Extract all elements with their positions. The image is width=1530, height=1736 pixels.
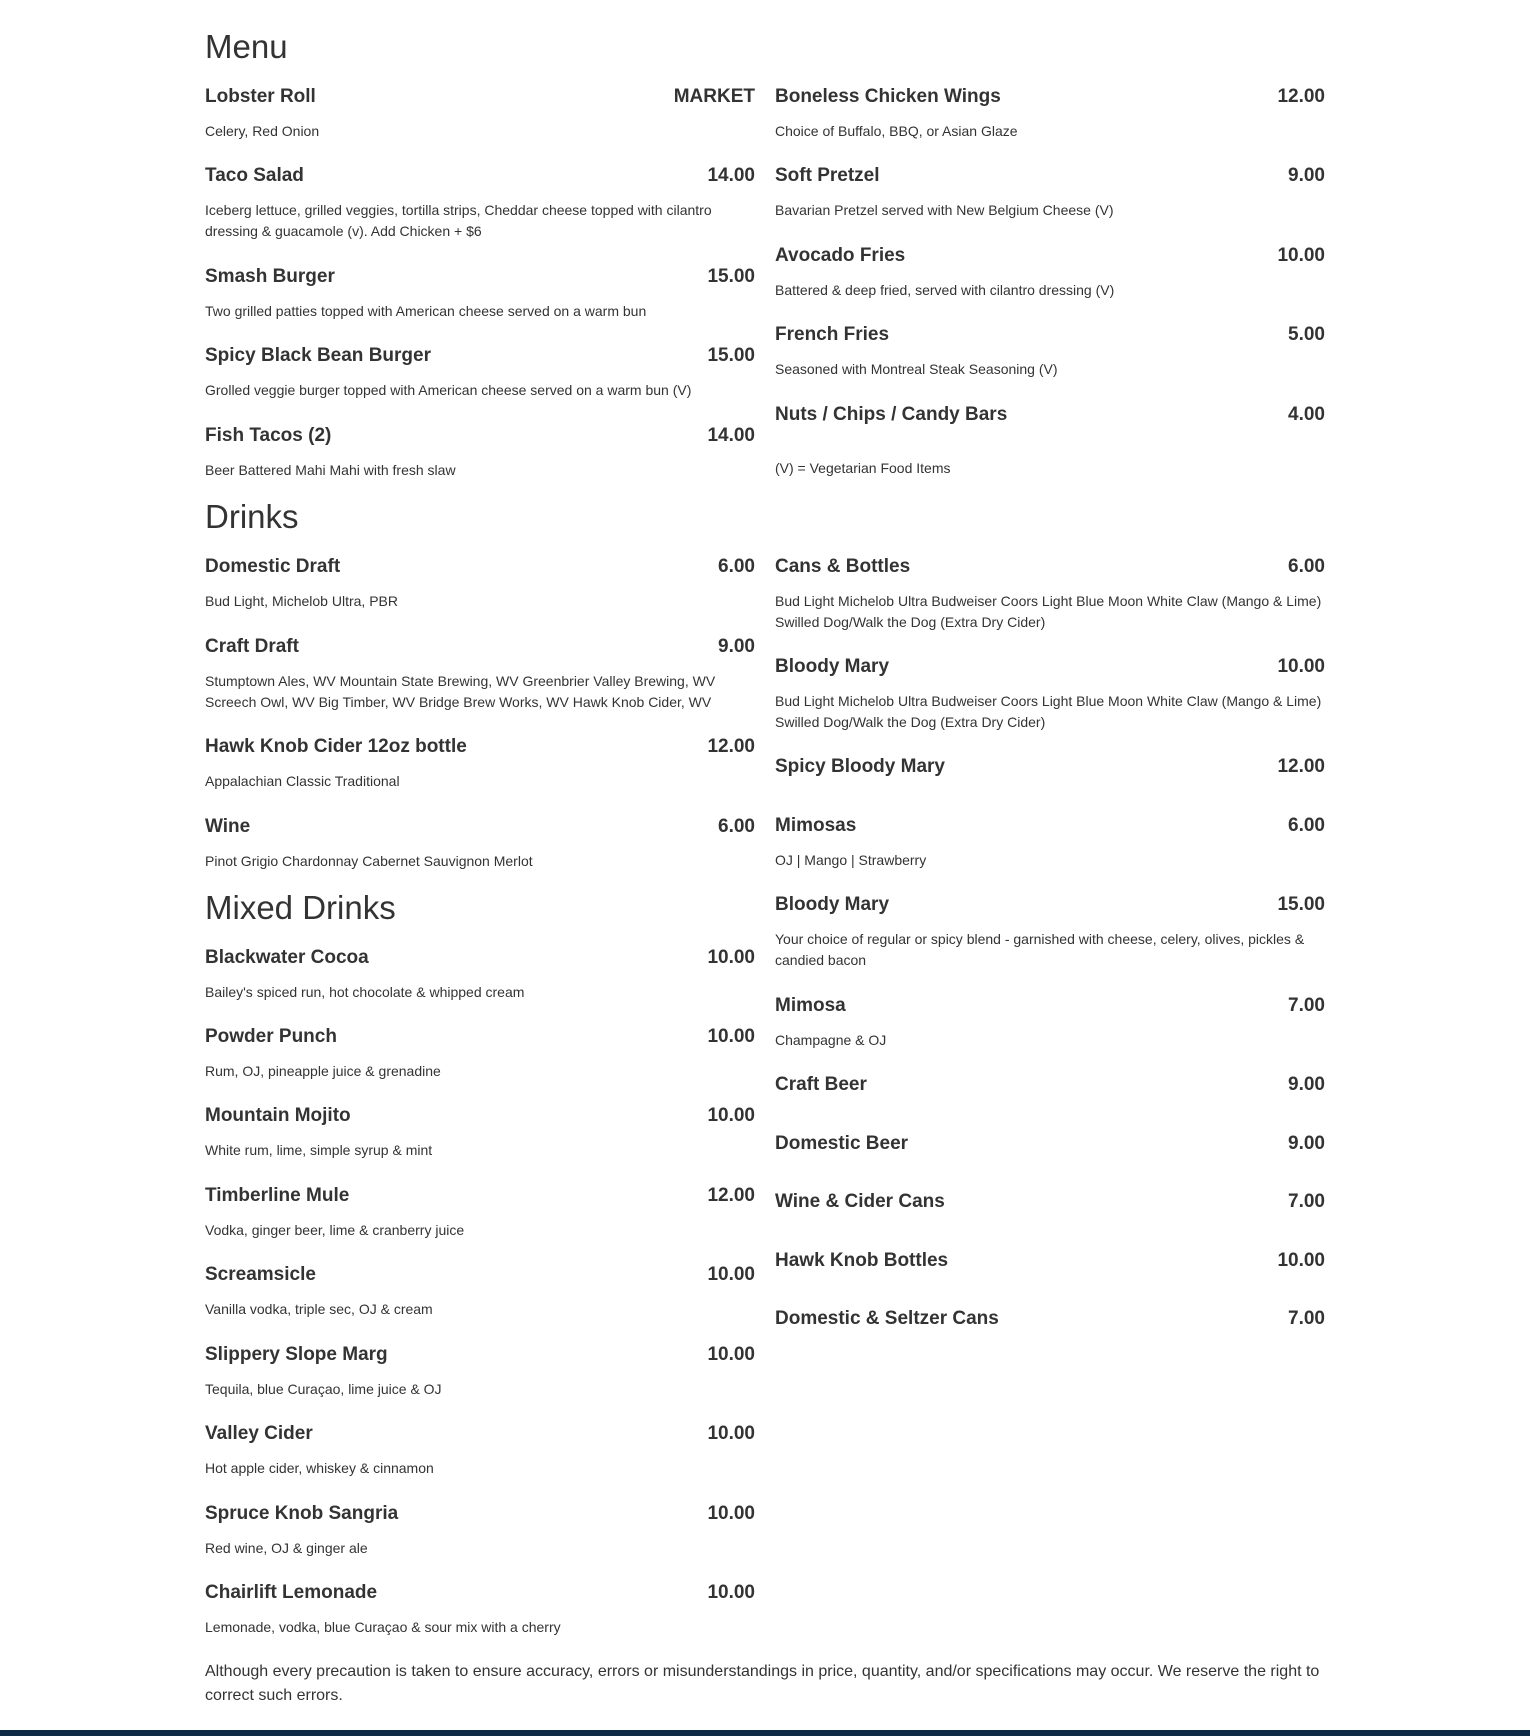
- item-name: Smash Burger: [205, 266, 335, 287]
- item-description: Celery, Red Onion: [205, 123, 320, 139]
- mixed-drink-item: [205, 1026, 755, 1082]
- item-price: 12.00: [707, 736, 755, 757]
- item-description: Lemonade, vodka, blue Curaçao & sour mix with a cherry: [205, 1619, 561, 1635]
- item-price: MARKET: [673, 86, 755, 107]
- item-description: Grolled veggie burger topped with American cheese served on a warm bun (V): [205, 382, 692, 398]
- item-price: 15.00: [1277, 894, 1325, 915]
- item-description: Battered & deep fried, served with cilantro dressing (V): [775, 282, 1115, 298]
- mixed-drink-item: [205, 1185, 755, 1241]
- item-name: French Fries: [775, 324, 890, 345]
- item-price: 9.00: [1288, 1074, 1325, 1095]
- section-title-drinks: Drinks: [205, 498, 299, 535]
- drink-item: [775, 756, 1325, 778]
- item-price: 12.00: [707, 1185, 755, 1206]
- item-price: 7.00: [1288, 1308, 1325, 1329]
- item-description: Your choice of regular or spicy blend - garnished with cheese, celery, olives, pickles & candied bacon: [775, 931, 1305, 968]
- item-name: Hawk Knob Cider 12oz bottle: [205, 736, 467, 757]
- vegetarian-note: (V) = Vegetarian Food Items: [775, 460, 951, 476]
- item-name: Blackwater Cocoa: [205, 947, 369, 968]
- item-price: 14.00: [707, 165, 755, 186]
- item-price: 10.00: [707, 1582, 755, 1603]
- drink-item: [775, 1308, 1325, 1330]
- item-description: Bavarian Pretzel served with New Belgium Cheese (V): [775, 202, 1114, 218]
- mixed-drink-item: [205, 1344, 755, 1400]
- item-description: Red wine, OJ & ginger ale: [205, 1540, 368, 1556]
- item-price: 12.00: [1277, 86, 1325, 107]
- item-name: Domestic Beer: [775, 1133, 909, 1154]
- item-price: 10.00: [707, 947, 755, 968]
- item-name: Taco Salad: [205, 165, 304, 186]
- item-name: Fish Tacos (2): [205, 425, 332, 446]
- item-description: Pinot Grigio Chardonnay Cabernet Sauvignon Merlot: [205, 853, 533, 869]
- item-name: Spicy Black Bean Burger: [205, 345, 431, 366]
- mixed-drink-item: [205, 1503, 755, 1559]
- item-description: Champagne & OJ: [775, 1032, 887, 1048]
- mixed-drink-item: [205, 1264, 755, 1320]
- item-description: Stumptown Ales, WV Mountain State Brewing, WV Greenbrier Valley Brewing, WV Screech Owl, WV Big Timber, WV Bridge Brew Works, WV Hawk Knob Cider, WV: [205, 673, 716, 710]
- section-title-mixed-drinks: Mixed Drinks: [205, 889, 396, 926]
- menu-item: [205, 425, 755, 481]
- menu-item: [205, 86, 755, 142]
- drink-item: [775, 995, 1325, 1051]
- mixed-drink-item: [205, 947, 755, 1003]
- item-description: Iceberg lettuce, grilled veggies, tortilla strips, Cheddar cheese topped with cilantro dressing & guacamole (v). Add Chicken + $6: [205, 202, 712, 239]
- item-name: Mountain Mojito: [205, 1105, 351, 1126]
- item-price: 14.00: [707, 425, 755, 446]
- item-name: Domestic Draft: [205, 556, 341, 577]
- drink-item: [205, 636, 755, 713]
- item-price: 10.00: [707, 1423, 755, 1444]
- item-price: 7.00: [1288, 995, 1325, 1016]
- menu-item: [775, 86, 1325, 142]
- menu-item: [205, 266, 755, 322]
- item-price: 5.00: [1288, 324, 1325, 345]
- item-price: 10.00: [707, 1503, 755, 1524]
- item-name: Mimosa: [775, 995, 846, 1016]
- mixed-drink-item: [205, 1105, 755, 1161]
- item-name: Valley Cider: [205, 1423, 313, 1444]
- item-name: Powder Punch: [205, 1026, 337, 1047]
- item-name: Soft Pretzel: [775, 165, 880, 186]
- item-name: Wine & Cider Cans: [775, 1191, 945, 1212]
- menu-item: [775, 245, 1325, 301]
- item-name: Craft Draft: [205, 636, 299, 657]
- item-price: 15.00: [707, 345, 755, 366]
- section-title-menu: Menu: [205, 28, 288, 65]
- item-name: Nuts / Chips / Candy Bars: [775, 404, 1008, 425]
- item-name: Bloody Mary: [775, 894, 890, 915]
- item-description: OJ | Mango | Strawberry: [775, 852, 927, 868]
- item-price: 15.00: [707, 266, 755, 287]
- drink-item: [775, 556, 1325, 633]
- disclaimer: Although every precaution is taken to ensure accuracy, errors or misunderstandings in price, quantity, and/or specifications may occur. We reserve the right to correct such errors.: [205, 1663, 1320, 1704]
- item-description: White rum, lime, simple syrup & mint: [205, 1142, 433, 1158]
- drink-item: [775, 656, 1325, 733]
- item-price: 10.00: [1277, 1250, 1325, 1271]
- item-name: Lobster Roll: [205, 86, 316, 107]
- menu-item: [205, 165, 755, 242]
- drink-item: [775, 1074, 1325, 1096]
- item-price: 9.00: [1288, 1133, 1325, 1154]
- item-price: 6.00: [718, 816, 755, 837]
- drink-item: [775, 1191, 1325, 1213]
- item-description: Bailey's spiced run, hot chocolate & whipped cream: [205, 984, 525, 1000]
- item-price: 4.00: [1288, 404, 1325, 425]
- item-description: Bud Light, Michelob Ultra, PBR: [205, 593, 398, 609]
- item-description: Seasoned with Montreal Steak Seasoning (V): [775, 361, 1058, 377]
- menu-item: [775, 404, 1325, 426]
- item-name: Timberline Mule: [205, 1185, 350, 1206]
- mixed-drink-item: [205, 1423, 755, 1479]
- item-price: 10.00: [707, 1105, 755, 1126]
- drink-item: [775, 1250, 1325, 1272]
- item-price: 7.00: [1288, 1191, 1325, 1212]
- drink-item: [775, 1133, 1325, 1155]
- item-name: Boneless Chicken Wings: [775, 86, 1001, 107]
- drink-item: [775, 815, 1325, 871]
- menu-item: [775, 165, 1325, 221]
- item-name: Spicy Bloody Mary: [775, 756, 945, 777]
- item-name: Cans & Bottles: [775, 556, 911, 577]
- item-description: Vodka, ginger beer, lime & cranberry juice: [205, 1222, 465, 1238]
- item-price: 10.00: [1277, 656, 1325, 677]
- item-name: Slippery Slope Marg: [205, 1344, 388, 1365]
- item-price: 6.00: [1288, 556, 1325, 577]
- item-price: 9.00: [1288, 165, 1325, 186]
- item-description: Bud Light Michelob Ultra Budweiser Coors Light Blue Moon White Claw (Mango & Lime) Swilled Dog/Walk the Dog (Extra Dry Cider): [775, 593, 1322, 630]
- item-price: 10.00: [1277, 245, 1325, 266]
- footer-bar: [0, 1730, 1530, 1736]
- item-name: Chairlift Lemonade: [205, 1582, 378, 1603]
- item-description: Hot apple cider, whiskey & cinnamon: [205, 1460, 434, 1476]
- drink-item: [205, 556, 755, 612]
- item-price: 9.00: [718, 636, 755, 657]
- item-description: Tequila, blue Curaçao, lime juice & OJ: [205, 1381, 442, 1397]
- item-description: Bud Light Michelob Ultra Budweiser Coors Light Blue Moon White Claw (Mango & Lime) Swilled Dog/Walk the Dog (Extra Dry Cider): [775, 693, 1322, 730]
- drink-item: [775, 894, 1325, 971]
- item-description: Vanilla vodka, triple sec, OJ & cream: [205, 1301, 433, 1317]
- drink-item: [205, 736, 755, 792]
- item-price: 12.00: [1277, 756, 1325, 777]
- item-price: 10.00: [707, 1344, 755, 1365]
- item-name: Mimosas: [775, 815, 857, 836]
- item-description: Appalachian Classic Traditional: [205, 773, 400, 789]
- item-name: Bloody Mary: [775, 656, 890, 677]
- drink-item: [205, 816, 755, 872]
- item-name: Craft Beer: [775, 1074, 867, 1095]
- item-name: Spruce Knob Sangria: [205, 1503, 399, 1524]
- item-name: Domestic & Seltzer Cans: [775, 1308, 999, 1329]
- item-description: Choice of Buffalo, BBQ, or Asian Glaze: [775, 123, 1018, 139]
- item-description: Two grilled patties topped with American cheese served on a warm bun: [205, 303, 647, 319]
- item-name: Hawk Knob Bottles: [775, 1250, 949, 1271]
- menu-item: [775, 324, 1325, 380]
- mixed-drink-item: [205, 1582, 755, 1638]
- menu-item: [205, 345, 755, 401]
- item-price: 6.00: [718, 556, 755, 577]
- item-price: 10.00: [707, 1264, 755, 1285]
- item-name: Screamsicle: [205, 1264, 316, 1285]
- item-description: Beer Battered Mahi Mahi with fresh slaw: [205, 462, 456, 478]
- item-description: Rum, OJ, pineapple juice & grenadine: [205, 1063, 441, 1079]
- item-name: Wine: [205, 816, 251, 837]
- item-price: 6.00: [1288, 815, 1325, 836]
- item-name: Avocado Fries: [775, 245, 906, 266]
- item-price: 10.00: [707, 1026, 755, 1047]
